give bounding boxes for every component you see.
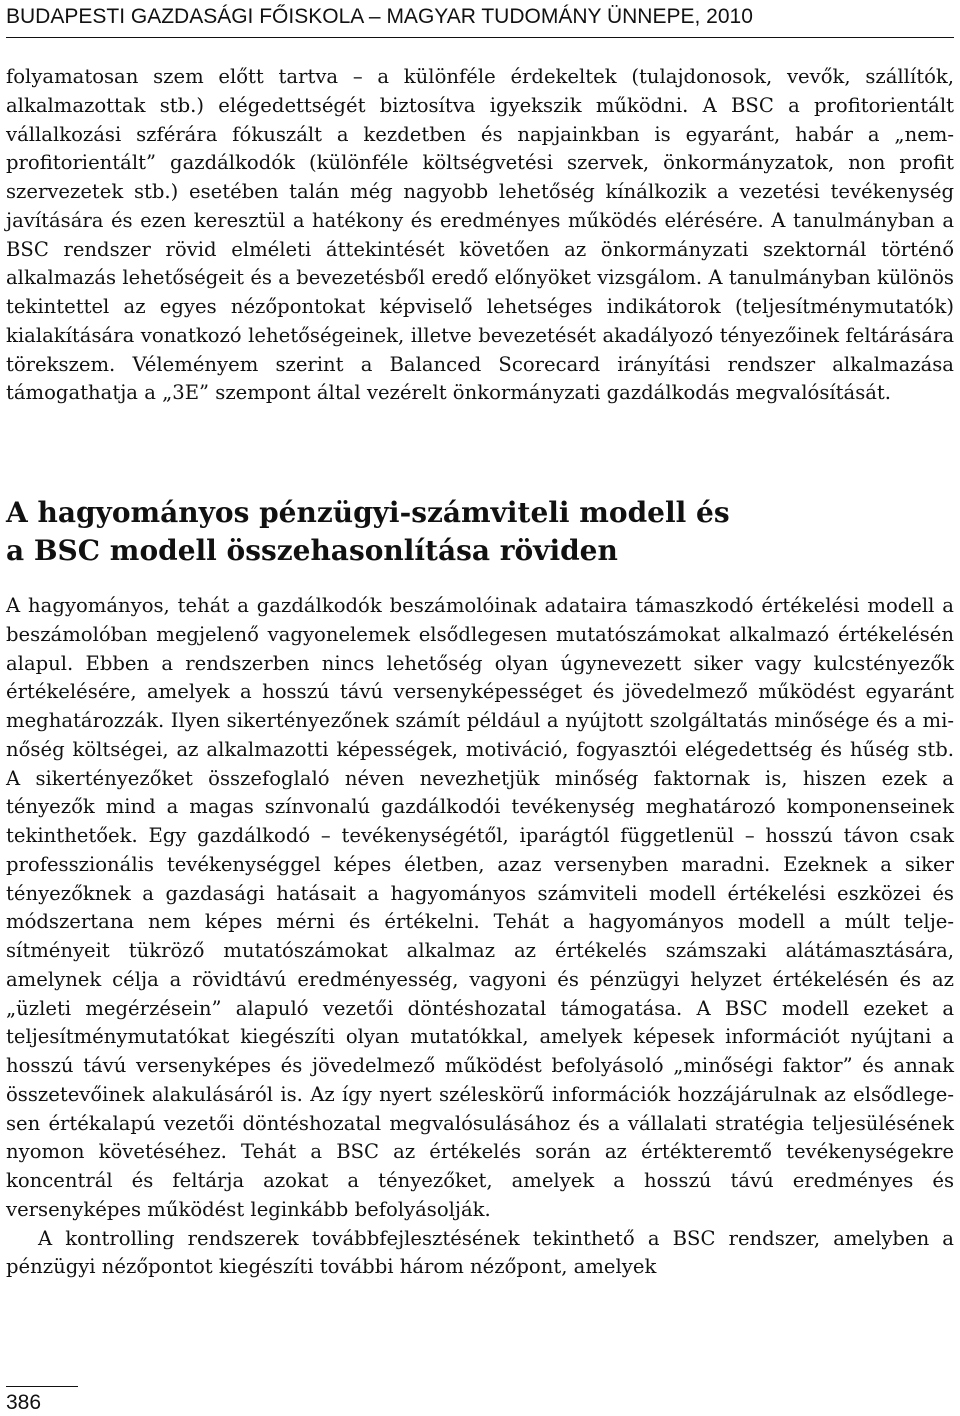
footer-divider [6, 1386, 78, 1387]
section-heading-line-2: a BSC modell összehasonlítása röviden [6, 534, 618, 567]
intro-block [6, 63, 954, 408]
intro-paragraph: folyamatosan szem előtt tartva – a különféle érdekeltek (tulajdonosok, vevők, szállítók, alkalmazottak stb.) elégedettségét biztosítva igyekszik működni. A BSC a profitorientált vállalkozási szférára fókuszált a kezdetben és napjainkban is egyaránt, habár a „nem-profitorientált” gazdálkodók (különféle költségvetési szervek, önkormányzatok, non profit szervezetek stb.) esetében talán még nagyobb lehetőség kínálkozik a vezetési tevékenység javítására és ezen keresztül a hatékony és eredményes működés elérésére. A tanulmányban a BSC rendszer rövid elméleti áttekintését követően az önkormányzati szektornál történő alkalmazás lehetőségeit és a bevezetésből eredő előnyöket vizsgálom. A tanulmányban különös tekintettel az egyes nézőpontokat képviselő lehetséges indikátorok (teljesítménymutatók) kialakítására vonatkozó lehetőségeinek, illetve bevezetését akadályozó tényezőinek feltárására törekszem. Véleményem szerint a Balanced Scorecard irányítási rendszer alkalmazása támogathatja a „3E” szempont által vezérelt önkormányzati gazdálkodás megvalósítását. [6, 65, 954, 405]
running-header: BUDAPESTI GAZDASÁGI FŐISKOLA – MAGYAR TUDOMÁNY ÜNNEPE, 2010 [6, 5, 753, 28]
header-divider [6, 37, 954, 38]
section-paragraph-2: A kontrolling rendszerek továbbfejlesztésének tekinthető a BSC rendszer, amelyben a pénzügyi nézőpontot kiegészíti további három nézőpont, amelyek [6, 1226, 954, 1279]
page-number: 386 [6, 1391, 42, 1414]
section-paragraph-1: A hagyományos, tehát a gazdálkodók beszámolóinak adataira támaszkodó értékelési modell a beszámolóban megjelenő vagyonelemek elsődlegesen mutatószámokat alkalmazó értékelésén alapul. Ebben a rendszerben nincs lehetőség olyan úgynevezett siker vagy kulcstényezők értékelésére, amelyek a hosszú távú versenyképességet és jövedelmező működést egyaránt meghatározzák. Ilyen sikertényezőnek számít például a nyújtott szolgáltatás minősége és a minőség költségei, az alkalmazotti képességek, motiváció, fogyasztói elégedettség és hűség stb. A sikertényezőket összefoglaló néven nevezhetjük minőség faktornak is, hiszen ezek a tényezők mind a magas színvonalú gazdálkodói tevékenység meghatározó komponenseinek tekinthetőek. Egy gazdálkodó – tevékenységétől, iparágtól függetlenül – hosszú távon csak professzionális tevékenységgel képes életben, azaz versenyben maradni. Ezeknek a siker tényezőknek a gazdasági hatásait a hagyományos számviteli modell értékelési eszközei és módszertana nem képes mérni és értékelni. Tehát a hagyományos modell a múlt teljesítményeit tükröző mutatószámokat alkalmaz az értékelés számszaki alátámasztására, amelynek célja a rövidtávú eredményesség, vagyoni és pénzügyi helyzet értékelésén és az „üzleti megérzésein” alapuló vezetői döntéshozatal támogatása. A BSC modell ezeket a teljesítménymutatókat kiegészíti olyan mutatókkal, amelyek képesek információt nyújtani a hosszú távú versenyképes és jövedelmező működést befolyásoló „minőségi faktor” és annak összetevőinek alakulásáról is. Az így nyert széleskörű információk hozzájárulnak az elsődlegesen értékalapú vezetői döntéshozatal megvalósulásához és a vállalati stratégia teljesülésének nyomon követéséhez. Tehát a BSC az értékelés során az értékteremtő tevékenységekre koncentrál és feltárja azokat a tényezőket, amelyek a hosszú távú eredményes és versenyképes működést leginkább befolyásolják. [6, 594, 954, 1221]
section-heading [6, 494, 954, 570]
section-body [6, 592, 954, 1282]
section-heading-line-1: A hagyományos pénzügyi-számviteli modell és [6, 496, 730, 529]
